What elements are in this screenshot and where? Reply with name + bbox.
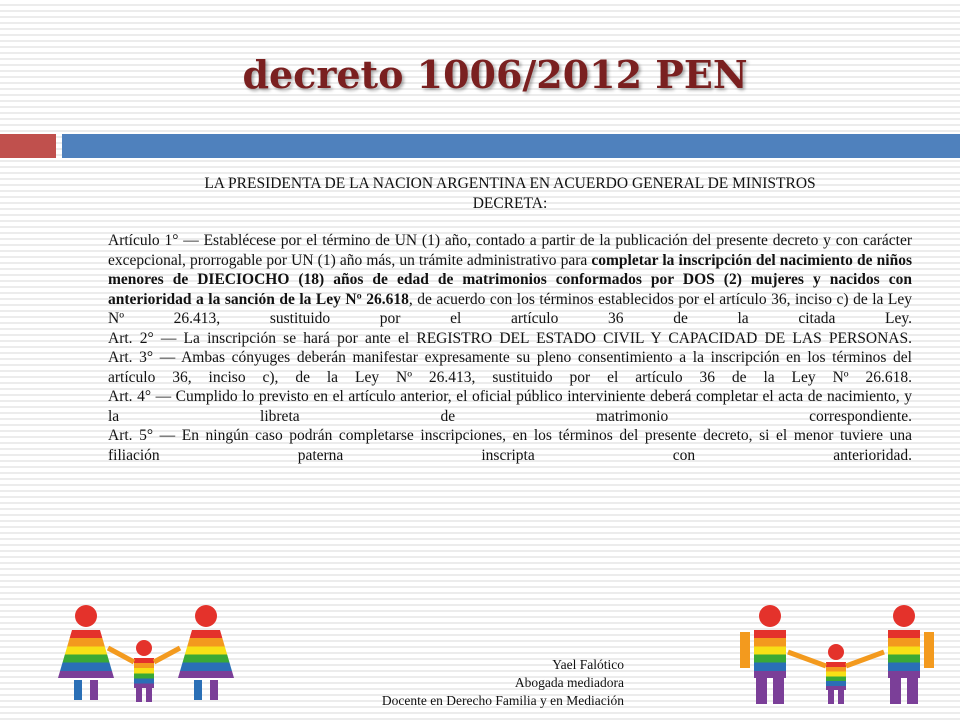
article-4: Art. 4° — Cumplido lo previsto en el artículo anterior, el oficial público interviniente deberá completar el acta de nacimiento, y la libreta de matrimonio correspondiente. xyxy=(108,388,912,425)
decree-text xyxy=(108,174,912,465)
article-1-text-a: Artículo 1° — Establécese por el término de UN (1) año, contado a partir de la publicación del presente decreto y con carácter excepcional, prorrogable por UN (1) año más, un trámite administrativo para xyxy=(108,232,912,269)
slide-title: decreto 1006/2012 PEN xyxy=(242,52,748,97)
author-signature xyxy=(300,656,624,710)
article-5: Art. 5° — En ningún caso podrán completarse inscripciones, en los términos del presente decreto, si el menor tuviere una filiación paterna inscripta con anterioridad. xyxy=(108,427,912,464)
author-name: Yael Falótico xyxy=(552,657,624,672)
child-figure xyxy=(108,640,180,702)
woman-right-figure xyxy=(178,605,234,700)
child-figure xyxy=(788,644,884,704)
author-role: Abogada mediadora xyxy=(514,675,624,690)
decree-decreta: DECRETA: xyxy=(472,194,548,212)
two-fathers-child-rainbow-icon xyxy=(732,602,942,712)
article-1-text-b: , de acuerdo con los términos establecidos por el artículo 36, inciso c) de la Ley Nº 26.413, sustituido por el artículo 36 de la citada Ley. xyxy=(108,290,913,327)
article-1 xyxy=(108,231,912,329)
man-right-figure xyxy=(888,605,934,704)
man-left-figure xyxy=(740,605,786,704)
decree-heading: LA PRESIDENTA DE LA NACION ARGENTINA EN ACUERDO GENERAL DE MINISTROS xyxy=(204,175,816,192)
article-1-bold: completar la inscripción del nacimiento de niños menores de DIECIOCHO (18) años de edad de matrimonios conformados por DOS (2) mujeres y nacidos con anterioridad a la sanción de la Ley Nº 26.618 xyxy=(108,251,912,308)
accent-bar-red xyxy=(0,134,56,158)
article-3: Art. 3° — Ambas cónyuges deberán manifestar expresamente su pleno consentimiento a la inscripción en los términos del artículo 36, inciso c), de la Ley Nº 26.413, sustituido por el artículo 36 de la Ley Nº 26.618. xyxy=(108,349,912,386)
author-position: Docente en Derecho Familia y en Mediación xyxy=(381,693,624,708)
two-mothers-child-rainbow-icon xyxy=(48,602,248,712)
woman-left-figure xyxy=(58,605,114,700)
article-2: Art. 2° — La inscripción se hará por ante el REGISTRO DEL ESTADO CIVIL Y CAPACIDAD DE LAS PERSONAS. xyxy=(108,329,912,347)
accent-bar-blue xyxy=(62,134,960,158)
